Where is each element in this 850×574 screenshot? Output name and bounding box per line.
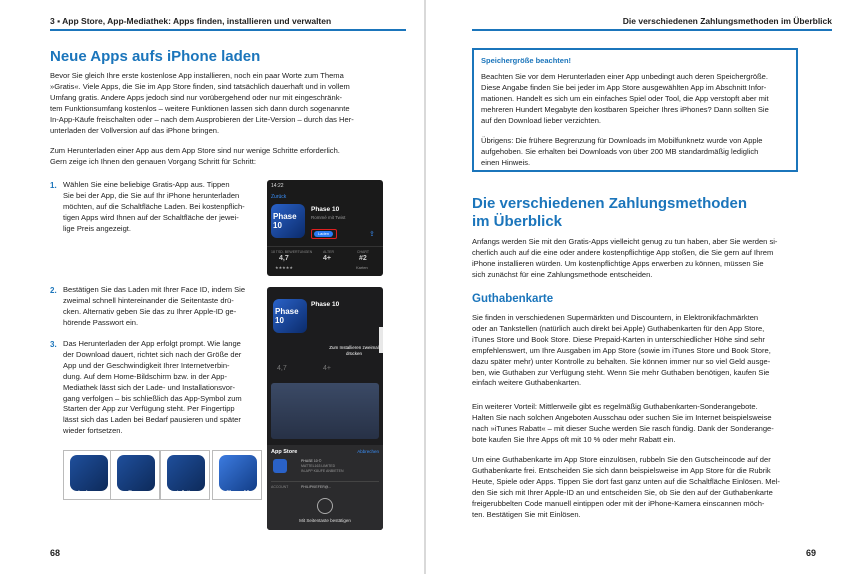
chart-label: CHART [357,250,369,254]
text-line: ten. Bestätigen Sie mit Einlösen. [472,509,581,519]
tile-caption: Phase 10 [226,490,250,496]
tip-box-title: Speichergröße beachten! [481,56,572,65]
text-line: Das Herunterladen der App erfolgt prompt. Wie lange [63,339,241,348]
tile-caption: Pause [128,490,144,496]
double-press-hint: Zum Installieren zweimal drücken [329,345,379,356]
step-1-text [63,180,263,235]
paused-app-icon [117,455,155,491]
loading-app-icon [70,455,108,491]
tile-installing [160,450,210,500]
left-page [0,0,424,574]
text-line: Um eine Guthabenkarte im App Store einzulösen, rubbeln Sie den Gutscheincode auf der [472,455,771,464]
step-3-number: 3. [50,340,57,349]
text-line: tigen Apps wird Ihnen auf der Schaltfläche der jewei- [63,212,239,222]
age-value: 4+ [323,365,331,372]
text-line: iPhone installieren würden. Um kostenpflichtige Apps erwerben zu können, müssen Sie [472,258,764,268]
tip-box [472,48,798,172]
text-line: cken. Alternativ geben Sie das zu Ihrer Apple-ID ge- [63,306,237,316]
text-line: Gern zeige ich Ihnen den genauen Vorgang Schritt für Schritt: [50,156,256,166]
section-title-line-2: im Überblick [472,213,563,230]
text-line: App und der Geschwindigkeit Ihrer Internetverbin- [63,360,230,370]
section-title [472,195,747,231]
page-number: 69 [805,548,816,558]
text-line: Wählen Sie eine beliebige Gratis-App aus. Tippen [63,180,230,189]
rating-value: 4,7 [277,365,287,372]
text-line: nach »iTunes Rabatt« – mit dieser Suche werden Sie rasch fündig. Dank der Sonderange- [472,423,774,433]
section-title: Neue Apps aufs iPhone laden [50,48,261,65]
step-2-number: 2. [50,286,57,295]
share-icon[interactable]: ⇪ [369,231,375,238]
text-line: der Download dauert, richtet sich nach der Größe der [63,349,242,359]
status-time: 14:22 [271,183,284,189]
tip-box-paragraph-2 [481,136,793,169]
advantage-paragraph [472,402,832,446]
header-rule [472,29,832,31]
app-subtitle: Rommé mit Twist [311,215,346,220]
text-line: Anfangs werden Sie mit den Gratis-Apps vielleicht genug zu tun haben, aber Sie werden si- [472,237,778,246]
text-line: Diese Angabe finden Sie bei jeder im App Store ausgewählten App im Abschnitt Infor- [481,82,767,92]
text-line: zweimal schnell hintereinander die Seitentaste drü- [63,295,234,305]
text-line: unterladen der Vollversion auf das iPhone bringen. [50,125,220,135]
text-line: freigerubbelten Code manuell eintippen oder mit der iPhone-Kamera einscannen möch- [472,498,765,508]
appstore-screenshot [267,180,383,276]
giftcard-paragraph [472,313,832,389]
app-icon: Phase 10 [273,299,307,333]
ratings-label: 18 TSD. BEWERTUNGEN [271,250,313,254]
text-line: Sie bei der App, die Sie auf Ihr iPhone herunterladen [63,190,240,200]
text-line: Ein weiterer Vorteil: Mittlerweile gibt es regelmäßig Guthabenkarten-Sonderangebote. [472,402,758,411]
get-button-highlight [311,229,337,239]
intro-paragraph [50,71,410,136]
app-name: Phase 10 [311,206,340,213]
tip-box-paragraph-1 [481,72,793,127]
right-page [426,0,850,574]
app-name: Phase 10 [311,301,340,308]
step-2-text [63,285,263,329]
text-line: ben, wie Guthaben zur Verfügung steht. Wenn Sie mehr Guthaben benötigen, kaufen Sie [472,367,770,377]
tile-installed [212,450,262,500]
text-line: oder an Tankstellen (natürlich auch direkt bei Apple) Guthabenkarten für den App Store, [472,323,765,333]
screenshot-preview [271,383,379,439]
section-title-line-1: Die verschiedenen Zahlungsmethoden [472,195,748,212]
text-line: auf den Download lieber verzichten. [481,115,601,125]
text-line: Sie finden in verschiedenen Supermärkten und Discountern, in Elektronikfachmärkten [472,313,759,322]
text-line: bote kaufen Sie Ihre Apps oft mit 10 % oder mehr Rabatt ein. [472,434,676,444]
sheet-iap-note: IN-APP KÄUFE ANBIETEN [301,469,344,473]
text-line: hörende Passwort ein. [63,317,139,327]
account-label: ACCOUNT [271,485,289,489]
text-line: dazu später mehr) unter Kontrolle zu behalten. Sie können immer nur so viel Geld ausge- [472,356,771,366]
account-value: PHILIPKIEFER@... [301,485,332,489]
text-line: In-App-Käufe freischalten oder – nach dem Ausprobieren der Lite-Version – durch das Her- [50,114,354,124]
subsection-title: Guthabenkarte [472,293,554,305]
text-line: Heute, Spiele oder Apps. Tippen Sie dort fast ganz unten auf die Schaltfläche Einlösen. Mel- [472,476,780,486]
tile-paused [110,450,160,500]
text-line: den Sie sich mit Ihrer Apple-ID an und entscheiden Sie, ob Sie den auf der Guthabenkarte [472,487,773,497]
cancel-button[interactable]: Abbrechen [357,449,379,454]
app-icon: Phase 10 [271,204,305,238]
faceid-icon [317,498,333,514]
text-line: lige Preis angezeigt. [63,223,131,233]
get-button[interactable]: Laden [314,231,333,237]
back-link[interactable]: Zurück [271,194,287,200]
text-line: empfehlenswert, um Ihre Ausgaben im App Store (sowie im iTunes Store und Book Store, [472,345,771,355]
installing-app-icon [167,455,205,491]
redeem-paragraph [472,455,832,520]
rating-value: 4,7 [279,255,289,262]
text-line: möchten, auf die Schaltfläche Laden. Bei kostenpflich- [63,201,245,211]
text-line: cherlich auch auf die eine oder andere kostenpflichtige App stoßen, die Sie gern auf Ihrem [472,247,774,257]
installed-app-icon [219,455,257,491]
text-line: dung. Auf dem Home-Bildschirm bzw. in der App- [63,371,228,381]
running-header: 3 ▪ App Store, App-Mediathek: Apps finden, installieren und verwalten [50,16,332,26]
text-line: lässt sich das Laden bei Bedarf pausieren und später [63,415,241,425]
side-button-indicator [379,327,383,353]
text-line: Zum Herunterladen einer App aus dem App Store sind nur wenige Schritte erforderlich. [50,146,340,155]
text-line: mehreren Hundert Megabyte den kostbaren Speicher Ihres iPhones? Dann sollten Sie [481,104,769,114]
sheet-app-name: PHASE 10 © [301,459,322,463]
text-line: sich zunächst für eine Zahlungsmethode entscheiden. [472,269,653,279]
text-line: Bestätigen Sie das Laden mit Ihrer Face ID, indem Sie [63,285,246,294]
header-rule [50,29,406,31]
text-line: Guthabenkarte frei. Entscheiden Sie sich dann beispielsweise im App Store für die Rubrik [472,465,771,475]
tile-caption: Installation ... [169,490,203,496]
steps-intro-paragraph [50,146,410,168]
text-line: Umfang gratis. Andere Apps jedoch sind nur vorübergehend oder nur mit eingeschränk- [50,92,342,102]
text-line: einfach weitere Guthabenkarten. [472,378,582,388]
text-line: mationen. Handelt es sich um ein einfaches Spiel oder Tool, die App verstopft aber mit [481,93,769,103]
sheet-developer: MATTEL163 LIMITED [301,464,336,468]
tile-caption: Laden ... [78,490,100,496]
sheet-title: App Store [271,449,298,455]
purchase-sheet [267,445,383,530]
text-line: tem Funktionsumfang kostenlos – weitere Funktionen lassen sich dann durch sogenannte [50,103,350,113]
text-line: Starten der App zur Verfügung steht. Per Fingertipp [63,404,235,414]
age-label: ALTER [323,250,335,254]
text-line: Übrigens: Die frühere Begrenzung für Downloads im Mobilfunknetz wurde von Apple [481,136,763,145]
step-1-number: 1. [50,181,57,190]
intro-paragraph [472,237,832,281]
sheet-app-icon [273,459,287,473]
stars-icon: ★★★★★ [275,265,293,270]
text-line: Mediathek lässt sich der Lade- und Installationsvor- [63,382,235,392]
text-line: wieder fortsetzen. [63,426,123,436]
text-line: gang verfolgen – bis schließlich das App-Symbol zum [63,393,242,403]
text-line: aufgehoben. Sie erhalten bei Downloads von über 200 MB standardmäßig lediglich [481,146,759,156]
tile-loading [63,450,113,500]
text-line: einen Hinweis. [481,157,531,167]
text-line: »Gratis«. Viele Apps, die Sie im App Store finden, sind tatsächlich dauerhaft und in vollem [50,81,350,91]
chart-value: #2 [359,255,367,262]
page-number: 68 [50,548,61,558]
text-line: Beachten Sie vor dem Herunterladen einer App unbedingt auch deren Speichergröße. [481,72,768,81]
faceid-screenshot [267,287,383,530]
step-3-text [63,339,263,437]
age-value: 4+ [323,255,331,262]
running-header: Die verschiedenen Zahlungsmethoden im Überblick [622,16,832,26]
text-line: Bevor Sie gleich Ihre erste kostenlose App installieren, noch ein paar Worte zum Thema [50,71,344,80]
text-line: iTunes Store und Book Store. Diese Prepaid-Karten in unterschiedlicher Höhe sind sehr [472,334,765,344]
text-line: Halten Sie nach solchen Angeboten Ausschau oder suchen Sie im Internet beispielsweise [472,412,772,422]
confirm-hint: Mit Seitentaste bestätigen [299,518,351,523]
chart-sub: Karten [356,265,368,270]
